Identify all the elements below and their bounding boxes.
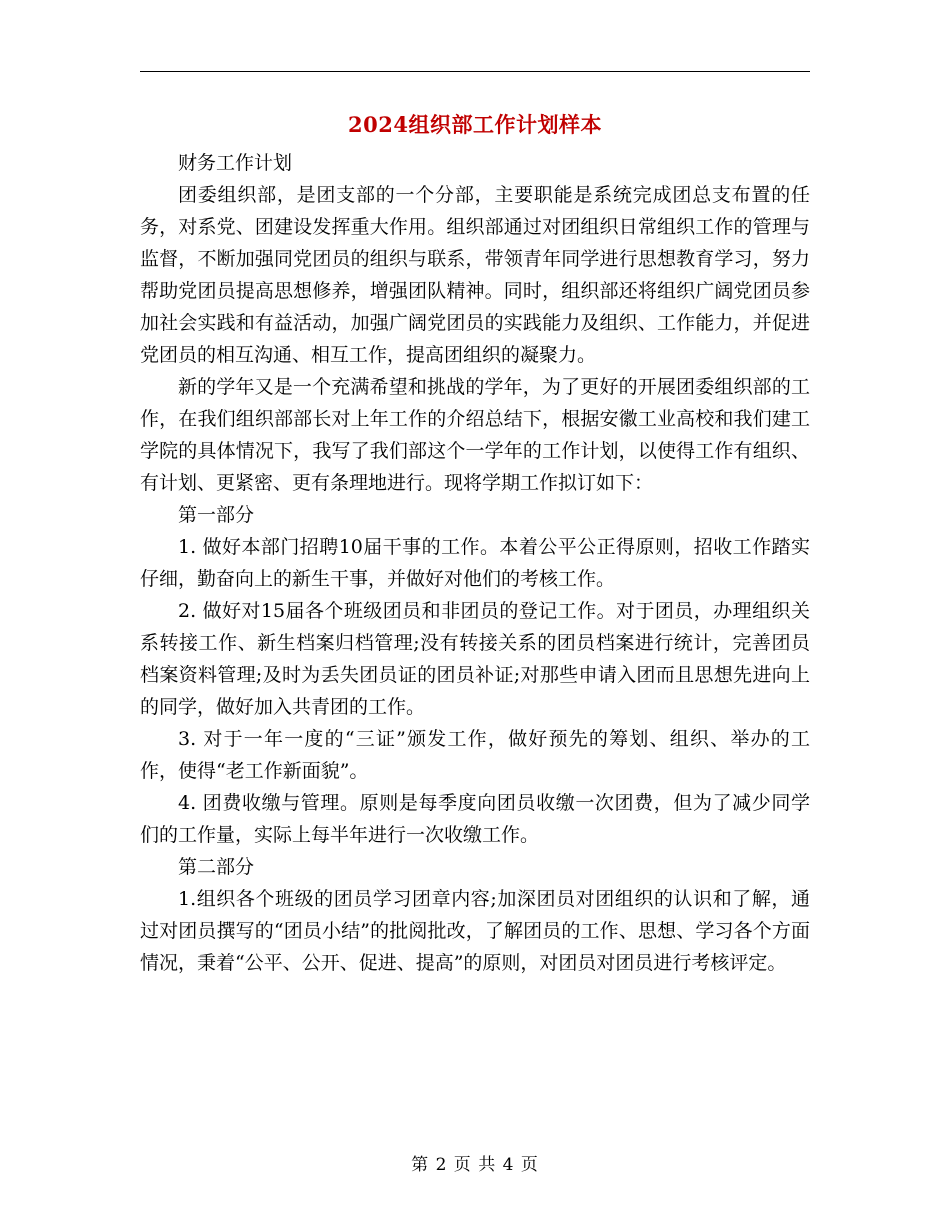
header-rule [140, 71, 810, 72]
paragraph-intro: 团委组织部，是团支部的一个分部，主要职能是系统完成团总支布置的任务，对系党、团建设发挥重大作用。组织部通过对团组织日常组织工作的管理与监督，不断加强同党团员的组织与联系，带领青年同学进行思想教育学习，努力帮助党团员提高思想修养，增强团队精神。同时，组织部还将组织广阔党团员参加社会实践和有益活动，加强广阔党团员的实践能力及组织、工作能力，并促进党团员的相互沟通、相互工作，提高团组织的凝聚力。 [140, 184, 810, 366]
paragraph-item-4: 4. 团费收缴与管理。原则是每季度向团员收缴一次团费，但为了减少同学们的工作量，实际上每半年进行一次收缴工作。 [140, 792, 810, 846]
page-number-footer: 第 2 页 共 4 页 [411, 1155, 539, 1175]
paragraph-part-one-heading: 第一部分 [178, 504, 255, 526]
paragraph-item-3: 3. 对于一年一度的“三证”颁发工作，做好预先的筹划、组织、举办的工作，使得“老工作新面貌”。 [140, 728, 810, 782]
paragraph-part-two-heading: 第二部分 [178, 856, 255, 878]
paragraph-new-year: 新的学年又是一个充满希望和挑战的学年，为了更好的开展团委组织部的工作，在我们组织部部长对上年工作的介绍总结下，根据安徽工业高校和我们建工学院的具体情况下，我写了我们部这个一学年的工作计划，以使得工作有组织、有计划、更紧密、更有条理地进行。现将学期工作拟订如下： [140, 376, 810, 494]
document-body [140, 147, 810, 979]
paragraph-part-two-item-1: 1.组织各个班级的团员学习团章内容;加深团员对团组织的认识和了解，通过对团员撰写的“团员小结”的批阅批改，了解团员的工作、思想、学习各个方面情况，秉着“公平、公开、促进、提高”的原则，对团员对团员进行考核评定。 [140, 888, 810, 974]
paragraph-item-2: 2. 做好对15届各个班级团员和非团员的登记工作。对于团员，办理组织关系转接工作、新生档案归档管理;没有转接关系的团员档案进行统计，完善团员档案资料管理;及时为丢失团员证的团员补证;对那些申请入团而且思想先进向上的同学，做好加入共青团的工作。 [140, 600, 810, 718]
paragraph-section-heading: 财务工作计划 [178, 152, 293, 174]
paragraph-item-1: 1. 做好本部门招聘10届干事的工作。本着公平公正得原则，招收工作踏实仔细，勤奋向上的新生干事，并做好对他们的考核工作。 [140, 536, 810, 590]
document-title: 2024组织部工作计划样本 [348, 112, 602, 137]
